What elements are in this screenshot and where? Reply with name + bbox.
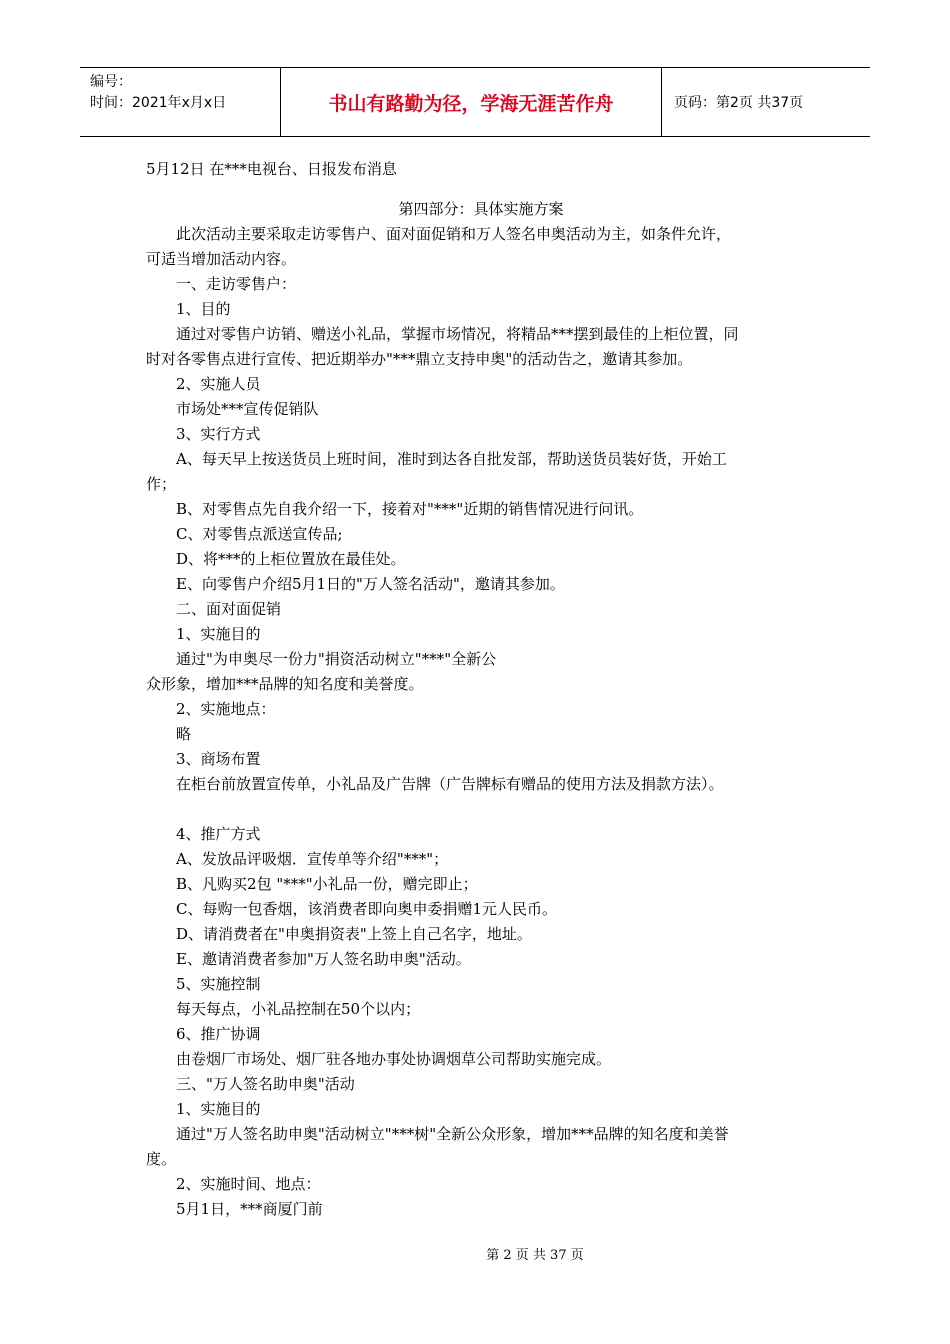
paragraph-line: C、每购一包香烟，该消费者即向奥申委捐赠1元人民币。: [176, 900, 558, 918]
doc-number: 编号：: [90, 74, 132, 90]
doc-date: 时间：2021年x月x日: [90, 95, 227, 111]
paragraph-line: 5月12日 在***电视台、日报发布消息: [146, 160, 397, 178]
document-body: [146, 157, 816, 1222]
paragraph-line: 每天每点，小礼品控制在50个以内；: [176, 1000, 421, 1018]
paragraph-line: 可适当增加活动内容。: [146, 250, 297, 268]
paragraph-line: 时对各零售点进行宣传、把近期举办"***鼎立支持申奥"的活动告之，邀请其参加。: [146, 350, 693, 368]
header-page-info: 页码：第2页 共37页: [674, 95, 804, 111]
paragraph-line: 通过"为申奥尽一份力"捐资活动树立"***"全新公: [176, 650, 497, 668]
header-meta: [80, 68, 281, 136]
paragraph-line: D、请消费者在"申奥捐资表"上签上自己名字，地址。: [176, 925, 532, 943]
section-heading: 第四部分：具体实施方案: [398, 200, 564, 218]
subheading: 1、目的: [176, 300, 231, 318]
paragraph-line: 此次活动主要采取走访零售户、面对面促销和万人签名申奥活动为主，如条件允许，: [176, 225, 732, 243]
paragraph-line: 度。: [146, 1150, 177, 1168]
paragraph-line: 在柜台前放置宣传单，小礼品及广告牌（广告牌标有赠品的使用方法及捐款方法）。: [176, 775, 724, 793]
paragraph-line: 作；: [146, 475, 177, 493]
subheading: 2、实施时间、地点：: [176, 1175, 321, 1193]
subheading: 2、实施地点：: [176, 700, 276, 718]
paragraph-line: 由卷烟厂市场处、烟厂驻各地办事处协调烟草公司帮助实施完成。: [176, 1050, 612, 1068]
paragraph-line: E、邀请消费者参加"万人签名助申奥"活动。: [176, 950, 471, 968]
subheading: 6、推广协调: [176, 1025, 261, 1043]
header-motto: 书山有路勤为径，学海无涯苦作舟: [281, 68, 662, 136]
subheading: 三、"万人签名助申奥"活动: [176, 1075, 355, 1093]
paragraph-line: 5月1日，***商厦门前: [176, 1200, 323, 1218]
paragraph-line: C、对零售点派送宣传品;: [176, 525, 343, 543]
paragraph-line: D、将***的上柜位置放在最佳处。: [176, 550, 406, 568]
paragraph-line: E、向零售户介绍5月1日的"万人签名活动"，邀请其参加。: [176, 575, 565, 593]
page-footer: 第 2 页 共 37 页: [486, 1248, 584, 1263]
paragraph-line: 市场处***宣传促销队: [176, 400, 319, 418]
page-header: [80, 67, 870, 137]
subheading: 3、实行方式: [176, 425, 261, 443]
paragraph-line: B、凡购买2包 "***"小礼品一份，赠完即止；: [176, 875, 478, 893]
paragraph-line: A、发放品评吸烟．宣传单等介绍"***"；: [176, 850, 449, 868]
paragraph-line: 通过对零售户访销、赠送小礼品，掌握市场情况，将精品***摆到最佳的上柜位置，同: [176, 325, 739, 343]
subheading: 4、推广方式: [176, 825, 261, 843]
paragraph-line: 众形象，增加***品牌的知名度和美誉度。: [146, 675, 424, 693]
subheading: 2、实施人员: [176, 375, 261, 393]
paragraph-line: 略: [176, 725, 192, 743]
subheading: 1、实施目的: [176, 625, 261, 643]
subheading: 1、实施目的: [176, 1100, 261, 1118]
subheading: 3、商场布置: [176, 750, 261, 768]
subheading: 二、面对面促销: [176, 600, 282, 618]
paragraph-line: A、每天早上按送货员上班时间，准时到达各自批发部，帮助送货员装好货，开始工: [176, 450, 727, 468]
subheading: 5、实施控制: [176, 975, 261, 993]
paragraph-line: 通过"万人签名助申奥"活动树立"***树"全新公众形象，增加***品牌的知名度和美誉: [176, 1125, 729, 1143]
subheading: 一、走访零售户：: [176, 275, 297, 293]
paragraph-line: B、对零售点先自我介绍一下，接着对"***"近期的销售情况进行问讯。: [176, 500, 644, 518]
